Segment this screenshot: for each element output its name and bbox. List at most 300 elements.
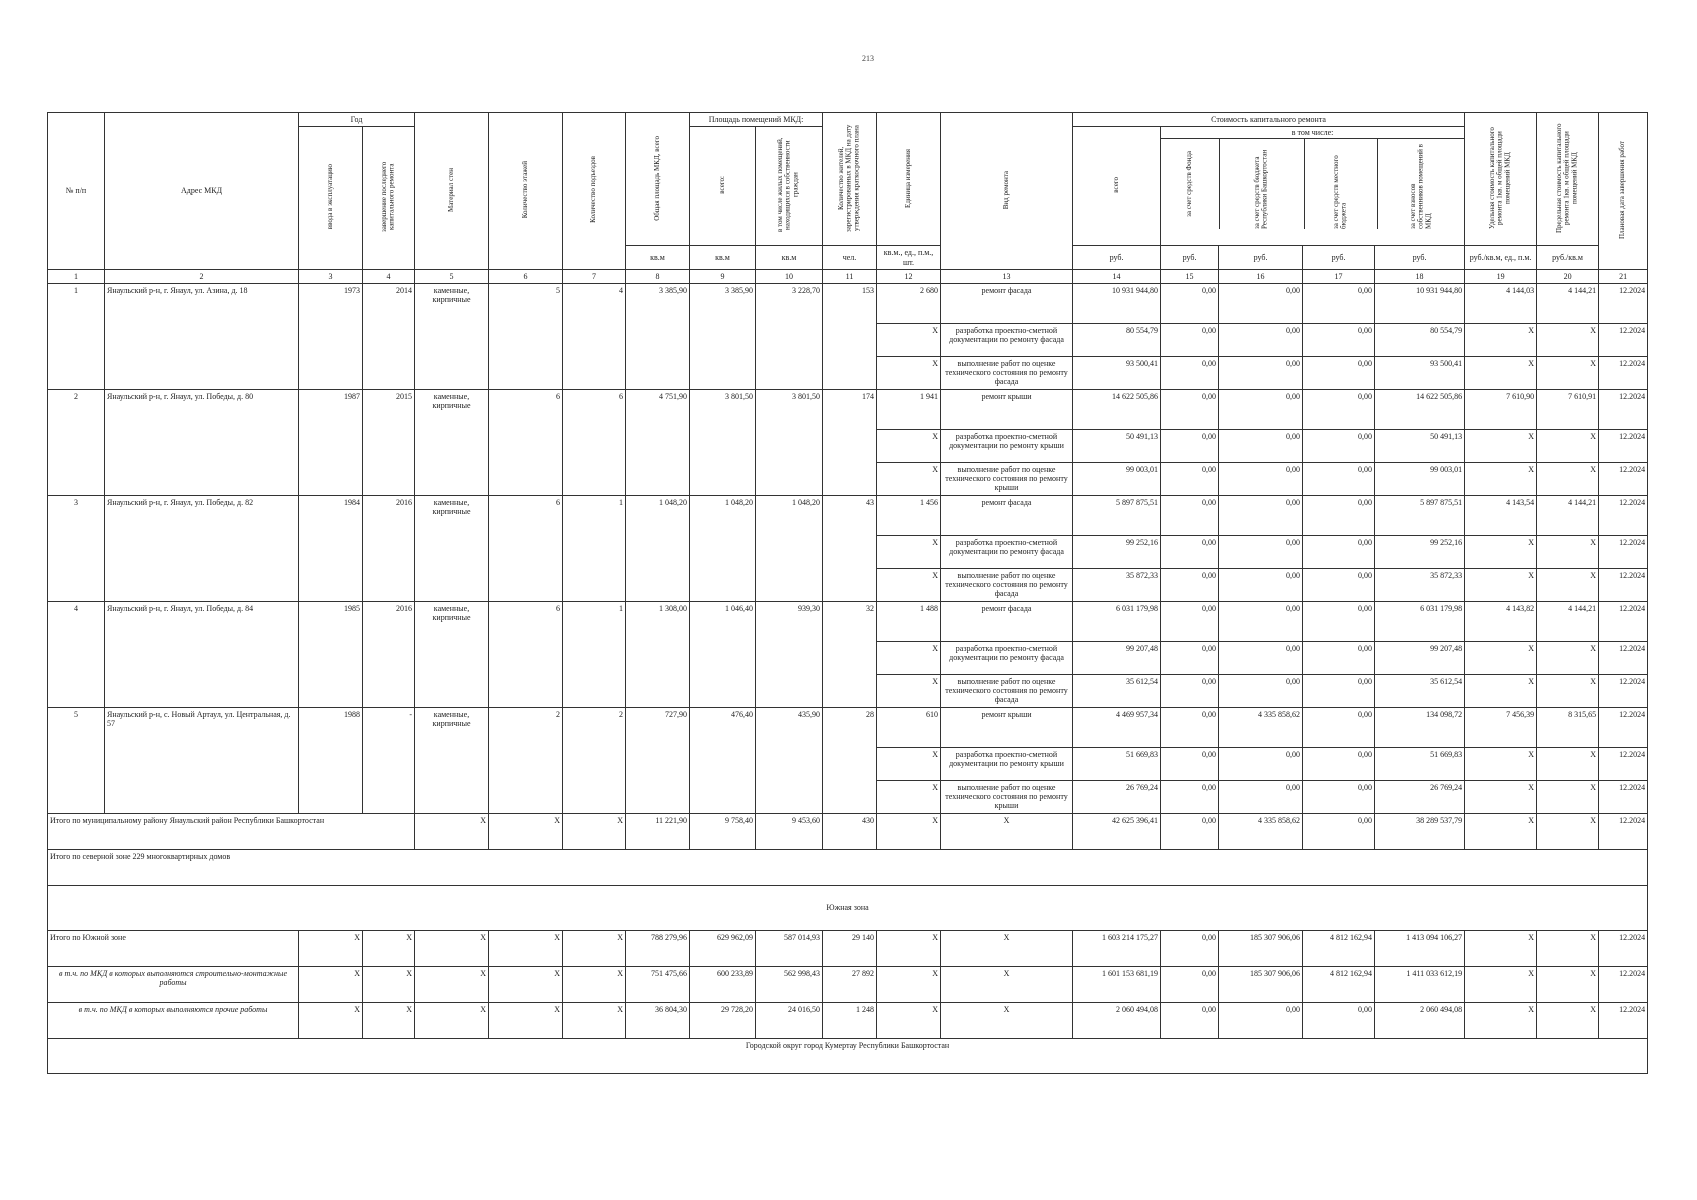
unit-value: 1 488: [877, 601, 941, 641]
year-commission: 1973: [299, 283, 363, 389]
cost-fund: 0,00: [1161, 568, 1219, 601]
planned-date: 12.2024: [1599, 462, 1648, 495]
repair-type: разработка проектно-сметной документации по ремонту крыши: [941, 429, 1073, 462]
year-last-repair: 2015: [363, 389, 415, 495]
hdr-planned-date-text: Плановая дата завершения работ: [1618, 140, 1627, 239]
district-total-row: [48, 813, 1648, 849]
planned-date: 12.2024: [1599, 930, 1648, 966]
column-number: 5: [415, 269, 489, 283]
column-number: 20: [1537, 269, 1599, 283]
limit-cost: X: [1537, 674, 1599, 707]
cost-local: 0,00: [1303, 323, 1375, 356]
repair-type: ремонт фасада: [941, 495, 1073, 535]
cost-fund: 0,00: [1161, 356, 1219, 389]
cost-fund: 0,00: [1161, 930, 1219, 966]
hdr-premises-total-text: всего:: [717, 176, 726, 195]
cost-local: 0,00: [1303, 674, 1375, 707]
planned-date: 12.2024: [1599, 356, 1648, 389]
unit-value: X: [877, 535, 941, 568]
unit-value: 2 680: [877, 283, 941, 323]
cost-fund: 0,00: [1161, 323, 1219, 356]
limit-cost: X: [1537, 356, 1599, 389]
cost-total: 35 872,33: [1073, 568, 1161, 601]
south-total-row: [48, 966, 1648, 1002]
cost-owners: 51 669,83: [1375, 747, 1465, 780]
specific-cost: X: [1465, 674, 1537, 707]
hdr-total-area: [626, 113, 690, 246]
specific-cost: X: [1465, 1002, 1537, 1038]
unit-value: 1 941: [877, 389, 941, 429]
unit-value: X: [877, 641, 941, 674]
repair-type: ремонт фасада: [941, 601, 1073, 641]
cost-owners: 99 003,01: [1375, 462, 1465, 495]
hdr-cost-owners: [1378, 139, 1464, 229]
cost-republic: 0,00: [1219, 568, 1303, 601]
hdr-including-block: [1161, 127, 1465, 246]
limit-cost: X: [1537, 641, 1599, 674]
specific-cost: X: [1465, 747, 1537, 780]
cost-total: 10 931 944,80: [1073, 283, 1161, 323]
table-row: [48, 707, 1648, 747]
hdr-floors: [489, 113, 563, 270]
x-mark: X: [415, 1002, 489, 1038]
floors: 6: [489, 601, 563, 707]
cost-owners: 2 060 494,08: [1375, 1002, 1465, 1038]
x-mark: X: [489, 930, 563, 966]
hdr-residents: [823, 113, 877, 246]
residents: 430: [823, 813, 877, 849]
x-mark: X: [563, 1002, 626, 1038]
column-number: 4: [363, 269, 415, 283]
year-last-repair: 2016: [363, 601, 415, 707]
unit-value: X: [877, 568, 941, 601]
unit-value: X: [877, 1002, 941, 1038]
city-row: [48, 1038, 1648, 1073]
cost-owners: 5 897 875,51: [1375, 495, 1465, 535]
table-row: [48, 601, 1648, 641]
cost-total: 51 669,83: [1073, 747, 1161, 780]
limit-cost: 7 610,91: [1537, 389, 1599, 429]
cost-local: 0,00: [1303, 641, 1375, 674]
house-no: 1: [48, 283, 105, 389]
premises-total: 9 758,40: [690, 813, 756, 849]
cost-total: 99 207,48: [1073, 641, 1161, 674]
cost-owners: 14 622 505,86: [1375, 389, 1465, 429]
total-area: 751 475,66: [626, 966, 690, 1002]
hdr-cost-local-text: за счет средств местного бюджета: [1332, 155, 1349, 230]
specific-cost: X: [1465, 930, 1537, 966]
cost-republic: 0,00: [1219, 462, 1303, 495]
column-number: 8: [626, 269, 690, 283]
x-mark: X: [563, 966, 626, 1002]
city-label: Городской округ город Кумертау Республики Башкортостан: [48, 1038, 1648, 1073]
hdr-specific-cost: [1465, 113, 1537, 246]
unit-value: X: [877, 780, 941, 813]
cost-owners: 35 612,54: [1375, 674, 1465, 707]
hdr-cost-total-text: всего: [1111, 177, 1120, 194]
cost-total: 2 060 494,08: [1073, 1002, 1161, 1038]
cost-fund: 0,00: [1161, 283, 1219, 323]
premises-owned: 435,90: [756, 707, 823, 813]
limit-cost: 4 144,21: [1537, 601, 1599, 641]
planned-date: 12.2024: [1599, 495, 1648, 535]
house-address: Янаульский р-н, г. Янаул, ул. Азина, д. 18: [105, 283, 299, 389]
repair-type: разработка проектно-сметной документации по ремонту фасада: [941, 641, 1073, 674]
column-numbers-row: [48, 269, 1648, 283]
cost-republic: 0,00: [1219, 601, 1303, 641]
cost-republic: 185 307 906,06: [1219, 966, 1303, 1002]
cost-local: 0,00: [1303, 356, 1375, 389]
repair-type: разработка проектно-сметной документации по ремонту фасада: [941, 535, 1073, 568]
unit-value: X: [877, 429, 941, 462]
cost-local: 0,00: [1303, 780, 1375, 813]
year-last-repair: 2014: [363, 283, 415, 389]
cost-fund: 0,00: [1161, 707, 1219, 747]
limit-cost: 4 144,21: [1537, 283, 1599, 323]
south-row-label: Итого по Южной зоне: [48, 930, 299, 966]
limit-cost: 4 144,21: [1537, 495, 1599, 535]
unit-9: кв.м: [690, 246, 756, 269]
x-mark: X: [363, 966, 415, 1002]
entrances: 1: [563, 495, 626, 601]
cost-owners: 1 413 094 106,27: [1375, 930, 1465, 966]
cost-total: 6 031 179,98: [1073, 601, 1161, 641]
column-number: 9: [690, 269, 756, 283]
unit-value: X: [877, 674, 941, 707]
repair-type: выполнение работ по оценке технического состояния по ремонту крыши: [941, 780, 1073, 813]
table-row: [48, 495, 1648, 535]
repair-type: ремонт крыши: [941, 389, 1073, 429]
x-mark: X: [299, 1002, 363, 1038]
specific-cost: X: [1465, 323, 1537, 356]
hdr-address: Адрес МКД: [105, 113, 299, 270]
specific-cost: X: [1465, 429, 1537, 462]
planned-date: 12.2024: [1599, 674, 1648, 707]
unit-value: X: [877, 930, 941, 966]
premises-total: 476,40: [690, 707, 756, 813]
cost-owners: 26 769,24: [1375, 780, 1465, 813]
cost-owners: 93 500,41: [1375, 356, 1465, 389]
planned-date: 12.2024: [1599, 389, 1648, 429]
wall-material: X: [415, 813, 489, 849]
planned-date: 12.2024: [1599, 283, 1648, 323]
cost-total: 14 622 505,86: [1073, 389, 1161, 429]
column-number: 21: [1599, 269, 1648, 283]
hdr-specific-cost-text: Удельная стоимость капитального ремонта 1кв. м общей площади помещений МКД: [1488, 127, 1512, 230]
planned-date: 12.2024: [1599, 535, 1648, 568]
premises-owned: 939,30: [756, 601, 823, 707]
south-row-label: в т.ч. по МКД в которых выполняются строительно-монтажные работы: [48, 966, 299, 1002]
unit-12: кв.м., ед., п.м., шт.: [877, 246, 941, 269]
residents: 174: [823, 389, 877, 495]
premises-owned: 24 016,50: [756, 1002, 823, 1038]
cost-owners: 6 031 179,98: [1375, 601, 1465, 641]
x-mark: X: [363, 1002, 415, 1038]
repair-type: выполнение работ по оценке технического состояния по ремонту фасада: [941, 674, 1073, 707]
unit-18: руб.: [1375, 246, 1465, 269]
limit-cost: X: [1537, 813, 1599, 849]
hdr-repair-type: [941, 113, 1073, 270]
unit-value: 1 456: [877, 495, 941, 535]
year-last-repair: 2016: [363, 495, 415, 601]
specific-cost: 7 456,39: [1465, 707, 1537, 747]
year-commission: 1987: [299, 389, 363, 495]
wall-material: каменные, кирпичные: [415, 389, 489, 495]
residents: 29 140: [823, 930, 877, 966]
cost-total: 99 003,01: [1073, 462, 1161, 495]
unit-8: кв.м: [626, 246, 690, 269]
cost-republic: 4 335 858,62: [1219, 813, 1303, 849]
premises-owned: 9 453,60: [756, 813, 823, 849]
floors: 2: [489, 707, 563, 813]
wall-material: каменные, кирпичные: [415, 495, 489, 601]
cost-local: 0,00: [1303, 747, 1375, 780]
column-number: 14: [1073, 269, 1161, 283]
residents: 27 892: [823, 966, 877, 1002]
house-address: Янаульский р-н, г. Янаул, ул. Победы, д. 82: [105, 495, 299, 601]
planned-date: 12.2024: [1599, 601, 1648, 641]
cost-owners: 10 931 944,80: [1375, 283, 1465, 323]
cost-republic: 0,00: [1219, 780, 1303, 813]
cost-fund: 0,00: [1161, 429, 1219, 462]
hdr-cost-owners-text: за счет взносов собственников помещений в МКД: [1408, 144, 1432, 230]
residents: 1 248: [823, 1002, 877, 1038]
cost-local: 0,00: [1303, 429, 1375, 462]
repair-type: X: [941, 813, 1073, 849]
column-number: 17: [1303, 269, 1375, 283]
cost-local: 0,00: [1303, 462, 1375, 495]
north-total-label: Итого по северной зоне 229 многоквартирных домов: [48, 849, 1648, 885]
premises-owned: 3 801,50: [756, 389, 823, 495]
year-commission: 1988: [299, 707, 363, 813]
cost-local: 0,00: [1303, 813, 1375, 849]
cost-fund: 0,00: [1161, 601, 1219, 641]
cost-republic: 0,00: [1219, 356, 1303, 389]
south-total-row: [48, 930, 1648, 966]
x-mark: X: [563, 930, 626, 966]
limit-cost: X: [1537, 747, 1599, 780]
hdr-entrances-text: Количество подъездов: [589, 156, 598, 224]
house-address: Янаульский р-н, г. Янаул, ул. Победы, д. 84: [105, 601, 299, 707]
floors: 6: [489, 495, 563, 601]
planned-date: 12.2024: [1599, 813, 1648, 849]
entrances: 4: [563, 283, 626, 389]
column-number: 12: [877, 269, 941, 283]
limit-cost: X: [1537, 535, 1599, 568]
specific-cost: X: [1465, 641, 1537, 674]
header-row-1: [48, 113, 1648, 127]
hdr-repair-type-text: Вид ремонта: [1001, 170, 1010, 209]
specific-cost: X: [1465, 568, 1537, 601]
hdr-year-commission: [299, 127, 363, 270]
total-area: 1 308,00: [626, 601, 690, 707]
wall-material: каменные, кирпичные: [415, 707, 489, 813]
residents: 153: [823, 283, 877, 389]
cost-local: 0,00: [1303, 535, 1375, 568]
cost-owners: 99 252,16: [1375, 535, 1465, 568]
cost-total: 35 612,54: [1073, 674, 1161, 707]
limit-cost: 8 315,65: [1537, 707, 1599, 747]
unit-value: X: [877, 356, 941, 389]
south-row-label: в т.ч. по МКД в которых выполняются прочие работы: [48, 1002, 299, 1038]
unit-17: руб.: [1303, 246, 1375, 269]
planned-date: 12.2024: [1599, 568, 1648, 601]
column-number: 16: [1219, 269, 1303, 283]
south-zone-row: [48, 885, 1648, 930]
hdr-floors-text: Количество этажей: [520, 161, 529, 219]
hdr-cost-republic: [1220, 139, 1305, 229]
specific-cost: X: [1465, 780, 1537, 813]
cost-owners: 99 207,48: [1375, 641, 1465, 674]
hdr-year-last-repair-text: завершение последнего капитального ремонта: [379, 161, 396, 232]
premises-owned: 3 228,70: [756, 283, 823, 389]
cost-fund: 0,00: [1161, 641, 1219, 674]
cost-owners: 1 411 033 612,19: [1375, 966, 1465, 1002]
year-commission: 1984: [299, 495, 363, 601]
cost-fund: 0,00: [1161, 674, 1219, 707]
column-number: 6: [489, 269, 563, 283]
unit-16: руб.: [1219, 246, 1303, 269]
house-no: 4: [48, 601, 105, 707]
wall-material: каменные, кирпичные: [415, 601, 489, 707]
planned-date: 12.2024: [1599, 707, 1648, 747]
district-total-label: Итого по муниципальному району Янаульский район Республики Башкортостан: [48, 813, 415, 849]
hdr-residents-text: Количество жителей, зарегистрированных в МКД на дату утверждения краткосрочного плана: [836, 124, 861, 232]
cost-local: 0,00: [1303, 707, 1375, 747]
column-number: 2: [105, 269, 299, 283]
total-area: 1 048,20: [626, 495, 690, 601]
floors: X: [489, 813, 563, 849]
hdr-total-area-text: Общая площадь МКД, всего: [652, 135, 661, 221]
total-area: 36 804,30: [626, 1002, 690, 1038]
premises-owned: 1 048,20: [756, 495, 823, 601]
cost-local: 0,00: [1303, 495, 1375, 535]
x-mark: X: [363, 930, 415, 966]
cost-republic: 4 335 858,62: [1219, 707, 1303, 747]
specific-cost: X: [1465, 462, 1537, 495]
hdr-no: № п/п: [48, 113, 105, 270]
premises-owned: 587 014,93: [756, 930, 823, 966]
unit-value: X: [877, 747, 941, 780]
limit-cost: X: [1537, 323, 1599, 356]
cost-fund: 0,00: [1161, 462, 1219, 495]
cost-total: 1 603 214 175,27: [1073, 930, 1161, 966]
repair-type: X: [941, 1002, 1073, 1038]
south-total-row: [48, 1002, 1648, 1038]
residents: 32: [823, 601, 877, 707]
repair-type: разработка проектно-сметной документации по ремонту крыши: [941, 747, 1073, 780]
cost-total: 5 897 875,51: [1073, 495, 1161, 535]
hdr-limit-cost-text: Предельная стоимость капитального ремонта 1кв. м общей площади помещений МКД: [1555, 123, 1579, 233]
repair-type: разработка проектно-сметной документации по ремонту фасада: [941, 323, 1073, 356]
cost-fund: 0,00: [1161, 780, 1219, 813]
cost-total: 50 491,13: [1073, 429, 1161, 462]
column-number: 19: [1465, 269, 1537, 283]
unit-value: X: [877, 462, 941, 495]
hdr-premises-owned: [756, 127, 823, 246]
cost-republic: 0,00: [1219, 323, 1303, 356]
hdr-year-last-repair: [363, 127, 415, 270]
repair-type: выполнение работ по оценке технического состояния по ремонту крыши: [941, 462, 1073, 495]
unit-value: X: [877, 323, 941, 356]
cost-local: 0,00: [1303, 601, 1375, 641]
cost-republic: 0,00: [1219, 495, 1303, 535]
column-number: 3: [299, 269, 363, 283]
unit-15: руб.: [1161, 246, 1219, 269]
column-number: 18: [1375, 269, 1465, 283]
cost-local: 0,00: [1303, 1002, 1375, 1038]
planned-date: 12.2024: [1599, 747, 1648, 780]
hdr-cost-group: Стоимость капитального ремонта: [1073, 113, 1465, 127]
hdr-planned-date: [1599, 113, 1648, 270]
repair-type: выполнение работ по оценке технического состояния по ремонту фасада: [941, 568, 1073, 601]
floors: 6: [489, 389, 563, 495]
cost-republic: 0,00: [1219, 535, 1303, 568]
house-no: 5: [48, 707, 105, 813]
unit-14: руб.: [1073, 246, 1161, 269]
entrances: 2: [563, 707, 626, 813]
unit-11: чел.: [823, 246, 877, 269]
hdr-wall-material: [415, 113, 489, 270]
hdr-including: в том числе:: [1161, 127, 1464, 139]
floors: 5: [489, 283, 563, 389]
x-mark: X: [489, 1002, 563, 1038]
specific-cost: 4 144,03: [1465, 283, 1537, 323]
cost-total: 4 469 957,34: [1073, 707, 1161, 747]
cost-total: 1 601 153 681,19: [1073, 966, 1161, 1002]
page-number: 213: [862, 54, 874, 63]
unit-20: руб./кв.м: [1537, 246, 1599, 269]
cost-republic: 0,00: [1219, 283, 1303, 323]
column-number: 15: [1161, 269, 1219, 283]
cost-republic: 0,00: [1219, 389, 1303, 429]
specific-cost: 4 143,54: [1465, 495, 1537, 535]
house-address: Янаульский р-н, с. Новый Артаул, ул. Центральная, д. 57: [105, 707, 299, 813]
totals-body: [48, 813, 1648, 1073]
cost-republic: 0,00: [1219, 641, 1303, 674]
planned-date: 12.2024: [1599, 429, 1648, 462]
cost-fund: 0,00: [1161, 535, 1219, 568]
hdr-cost-republic-text: за счет средств бюджета Республики Башкортостан: [1253, 150, 1270, 230]
hdr-premises-group: Площадь помещений МКД:: [690, 113, 823, 127]
cost-total: 80 554,79: [1073, 323, 1161, 356]
cost-local: 0,00: [1303, 568, 1375, 601]
premises-total: 1 048,20: [690, 495, 756, 601]
limit-cost: X: [1537, 568, 1599, 601]
repair-type: X: [941, 966, 1073, 1002]
total-area: 788 279,96: [626, 930, 690, 966]
cost-republic: 0,00: [1219, 674, 1303, 707]
planned-date: 12.2024: [1599, 641, 1648, 674]
hdr-cost-fund: [1161, 139, 1220, 229]
house-address: Янаульский р-н, г. Янаул, ул. Победы, д. 80: [105, 389, 299, 495]
premises-total: 600 233,89: [690, 966, 756, 1002]
unit-value: X: [877, 813, 941, 849]
hdr-cost-fund-text: за счет средств Фонда: [1185, 151, 1194, 218]
column-number: 10: [756, 269, 823, 283]
limit-cost: X: [1537, 1002, 1599, 1038]
specific-cost: X: [1465, 356, 1537, 389]
houses-body: [48, 283, 1648, 813]
south-zone-label: Южная зона: [48, 885, 1648, 930]
repair-plan-table: [47, 112, 1648, 1074]
residents: 28: [823, 707, 877, 813]
repair-type: X: [941, 930, 1073, 966]
hdr-year-group: Год: [299, 113, 415, 127]
cost-republic: 185 307 906,06: [1219, 930, 1303, 966]
planned-date: 12.2024: [1599, 780, 1648, 813]
specific-cost: X: [1465, 535, 1537, 568]
